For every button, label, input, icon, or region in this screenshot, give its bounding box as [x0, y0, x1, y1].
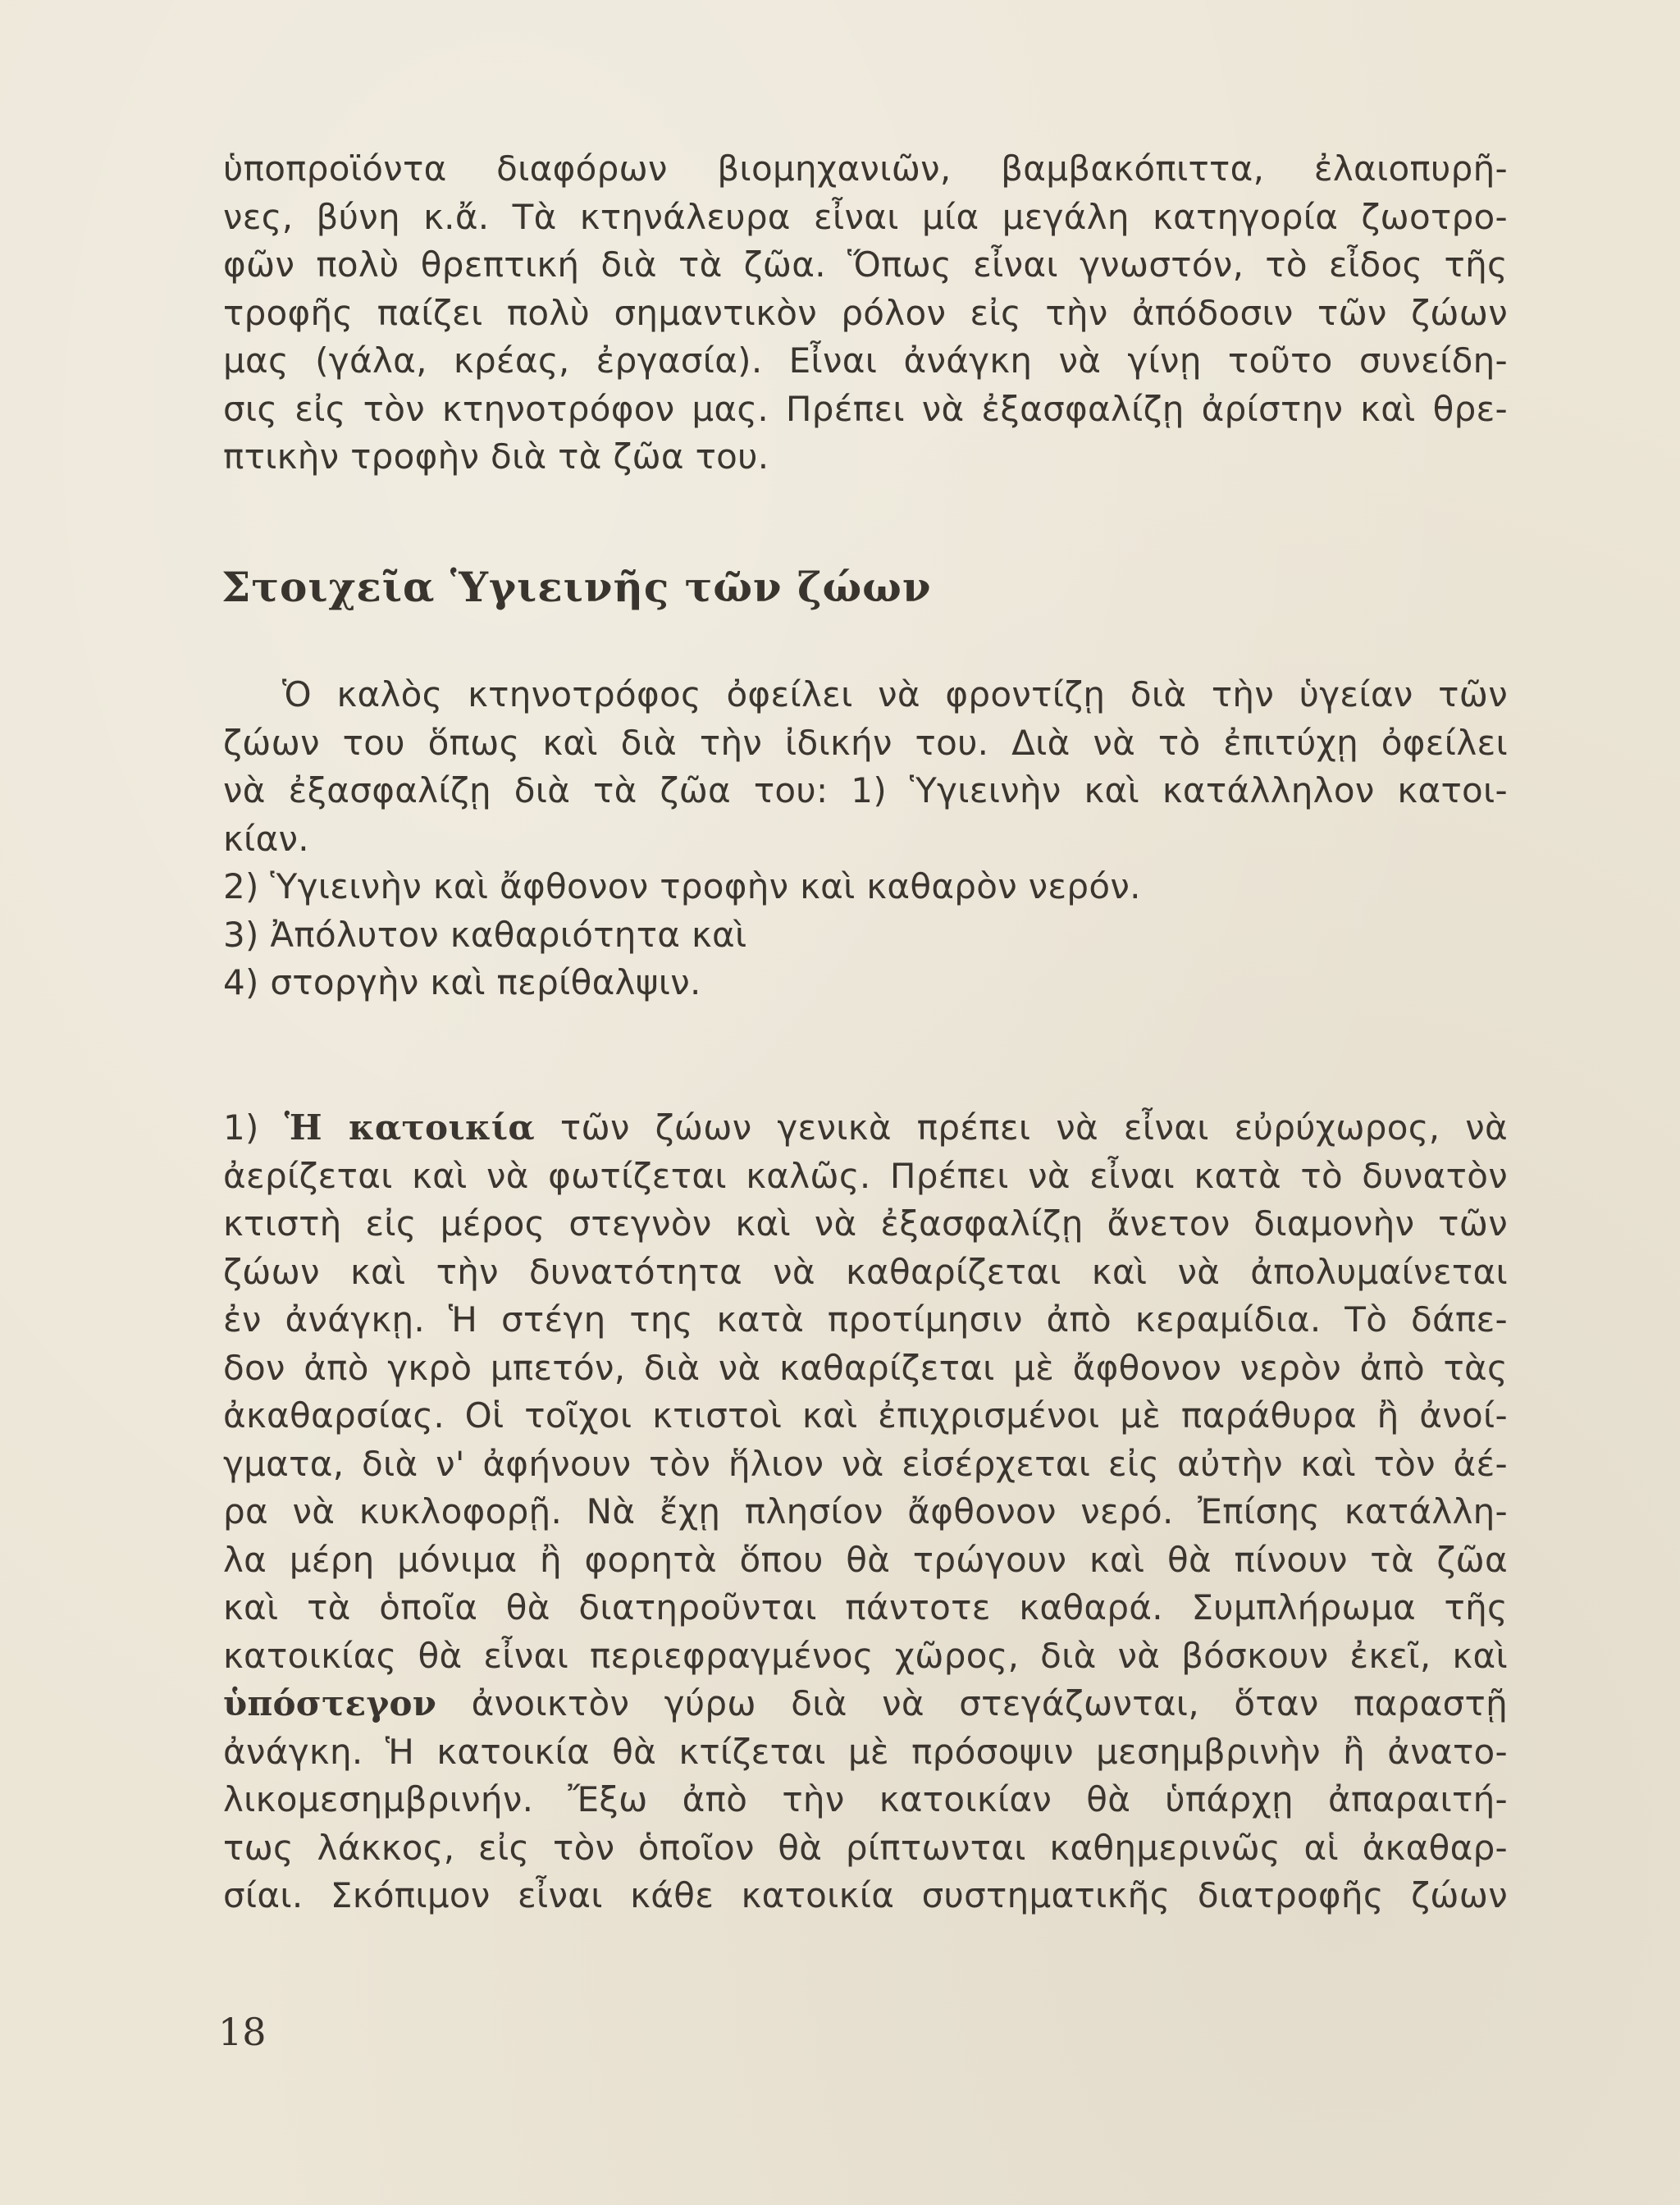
text-line: κτιστὴ εἰς μέρος στεγνὸν καὶ νὰ ἐξασφαλίζῃ ἄνετον διαμονὴν τῶν	[223, 1203, 1508, 1244]
text-line: ἐν ἀνάγκῃ. Ἡ στέγη της κατὰ προτίμησιν ἀπὸ κεραμίδια. Τὸ δάπε-	[223, 1299, 1508, 1340]
hygiene-paragraph	[223, 671, 1508, 1007]
text-line: λικομεσημβρινήν. Ἔξω ἀπὸ τὴν κατοικίαν θὰ ὑπάρχῃ ἀπαραιτή-	[223, 1779, 1508, 1819]
text-line: νὰ ἐξασφαλίζῃ διὰ τὰ ζῶα του: 1) Ὑγιεινὴν καὶ κατάλληλον κατοι-	[223, 770, 1508, 810]
text-line: ἀερίζεται καὶ νὰ φωτίζεται καλῶς. Πρέπει νὰ εἶναι κατὰ τὸ δυνατὸν	[223, 1155, 1508, 1196]
text-line: κίαν.	[223, 818, 309, 859]
text-line: φῶν πολὺ θρεπτική διὰ τὰ ζῶα. Ὅπως εἶναι γνωστόν, τὸ εἶδος τῆς	[223, 244, 1508, 285]
text-line: τως λάκκος, εἰς τὸν ὁποῖον θὰ ρίπτωνται καθημερινῶς αἱ ἀκαθαρ-	[223, 1827, 1508, 1868]
text-line	[223, 1680, 1508, 1728]
text-line: γματα, διὰ ν' ἀφήνουν τὸν ἥλιον νὰ εἰσέρχεται εἰς αὐτὴν καὶ τὸν ἀέ-	[223, 1443, 1508, 1484]
intro-paragraph	[223, 145, 1508, 482]
bold-term: ὑπόστεγον	[223, 1683, 437, 1723]
text-line: ὑποπροϊόντα διαφόρων βιομηχανιῶν, βαμβακόπιττα, ἐλαιοπυρῆ-	[223, 148, 1508, 189]
text-line: νες, βύνη κ.ἄ. Τὰ κτηνάλευρα εἶναι μία μεγάλη κατηγορία ζωοτρο-	[223, 196, 1508, 237]
text-line: ἀκαθαρσίας. Οἱ τοῖχοι κτιστοὶ καὶ ἐπιχρισμένοι μὲ παράθυρα ἢ ἀνοί-	[223, 1395, 1508, 1436]
list-item: 2) Ὑγιεινὴν καὶ ἄφθονον τροφὴν καὶ καθαρὸν νερόν.	[223, 866, 1141, 906]
text-line: σίαι. Σκόπιμον εἶναι κάθε κατοικία συστηματικῆς διατροφῆς ζώων	[223, 1875, 1508, 1915]
page-number: 18	[218, 2010, 267, 2054]
section-heading: Στοιχεῖα Ὑγιεινῆς τῶν ζώων	[221, 563, 932, 611]
text-line: πτικὴν τροφὴν διὰ τὰ ζῶα του.	[223, 436, 769, 477]
text-line: καὶ τὰ ὁποῖα θὰ διατηροῦνται πάντοτε καθαρά. Συμπλήρωμα τῆς	[223, 1587, 1508, 1628]
text-line: μας (γάλα, κρέας, ἐργασία). Εἶναι ἀνάγκη νὰ γίνῃ τοῦτο συνείδη-	[223, 340, 1508, 381]
text-line: σις εἰς τὸν κτηνοτρόφον μας. Πρέπει νὰ ἐξασφαλίζῃ ἀρίστην καὶ θρε-	[223, 388, 1508, 429]
text-line: ζώων του ὅπως καὶ διὰ τὴν ἰδικήν του. Διὰ νὰ τὸ ἐπιτύχῃ ὀφείλει	[223, 722, 1508, 763]
text-line: ζώων καὶ τὴν δυνατότητα νὰ καθαρίζεται καὶ νὰ ἀπολυμαίνεται	[223, 1251, 1508, 1292]
text-line: Ὁ καλὸς κτηνοτρόφος ὀφείλει νὰ φροντίζῃ διὰ τὴν ὑγείαν τῶν	[282, 674, 1508, 714]
text-line	[223, 1104, 1508, 1153]
text-line: κατοικίας θὰ εἶναι περιεφραγμένος χῶρος, διὰ νὰ βόσκουν ἐκεῖ, καὶ	[223, 1635, 1508, 1676]
text-line: ἀνάγκη. Ἡ κατοικία θὰ κτίζεται μὲ πρόσοψιν μεσημβρινὴν ἢ ἀνατο-	[223, 1731, 1508, 1772]
text-line: ρα νὰ κυκλοφορῇ. Νὰ ἔχῃ πλησίον ἄφθονον νερό. Ἐπίσης κατάλλη-	[223, 1491, 1508, 1532]
list-item: 4) στοργὴν καὶ περίθαλψιν.	[223, 962, 701, 1002]
list-number: 1)	[223, 1107, 285, 1148]
text-run: ἀνοικτὸν γύρω διὰ νὰ στεγάζωνται, ὅταν παραστῇ	[436, 1683, 1508, 1723]
text-line: δον ἀπὸ γκρὸ μπετόν, διὰ νὰ καθαρίζεται μὲ ἄφθονον νερὸν ἀπὸ τὰς	[223, 1347, 1508, 1388]
text-run: τῶν ζώων γενικὰ πρέπει νὰ εἶναι εὐρύχωρος, νὰ	[534, 1107, 1508, 1148]
text-line: λα μέρη μόνιμα ἢ φορητὰ ὅπου θὰ τρώγουν καὶ θὰ πίνουν τὰ ζῶα	[223, 1539, 1508, 1580]
bold-term: Ἡ κατοικία	[284, 1107, 535, 1148]
housing-paragraph	[223, 1104, 1508, 1920]
text-line: τροφῆς παίζει πολὺ σημαντικὸν ρόλον εἰς τὴν ἀπόδοσιν τῶν ζώων	[223, 292, 1508, 333]
list-item: 3) Ἀπόλυτον καθαριότητα καὶ	[223, 914, 747, 955]
